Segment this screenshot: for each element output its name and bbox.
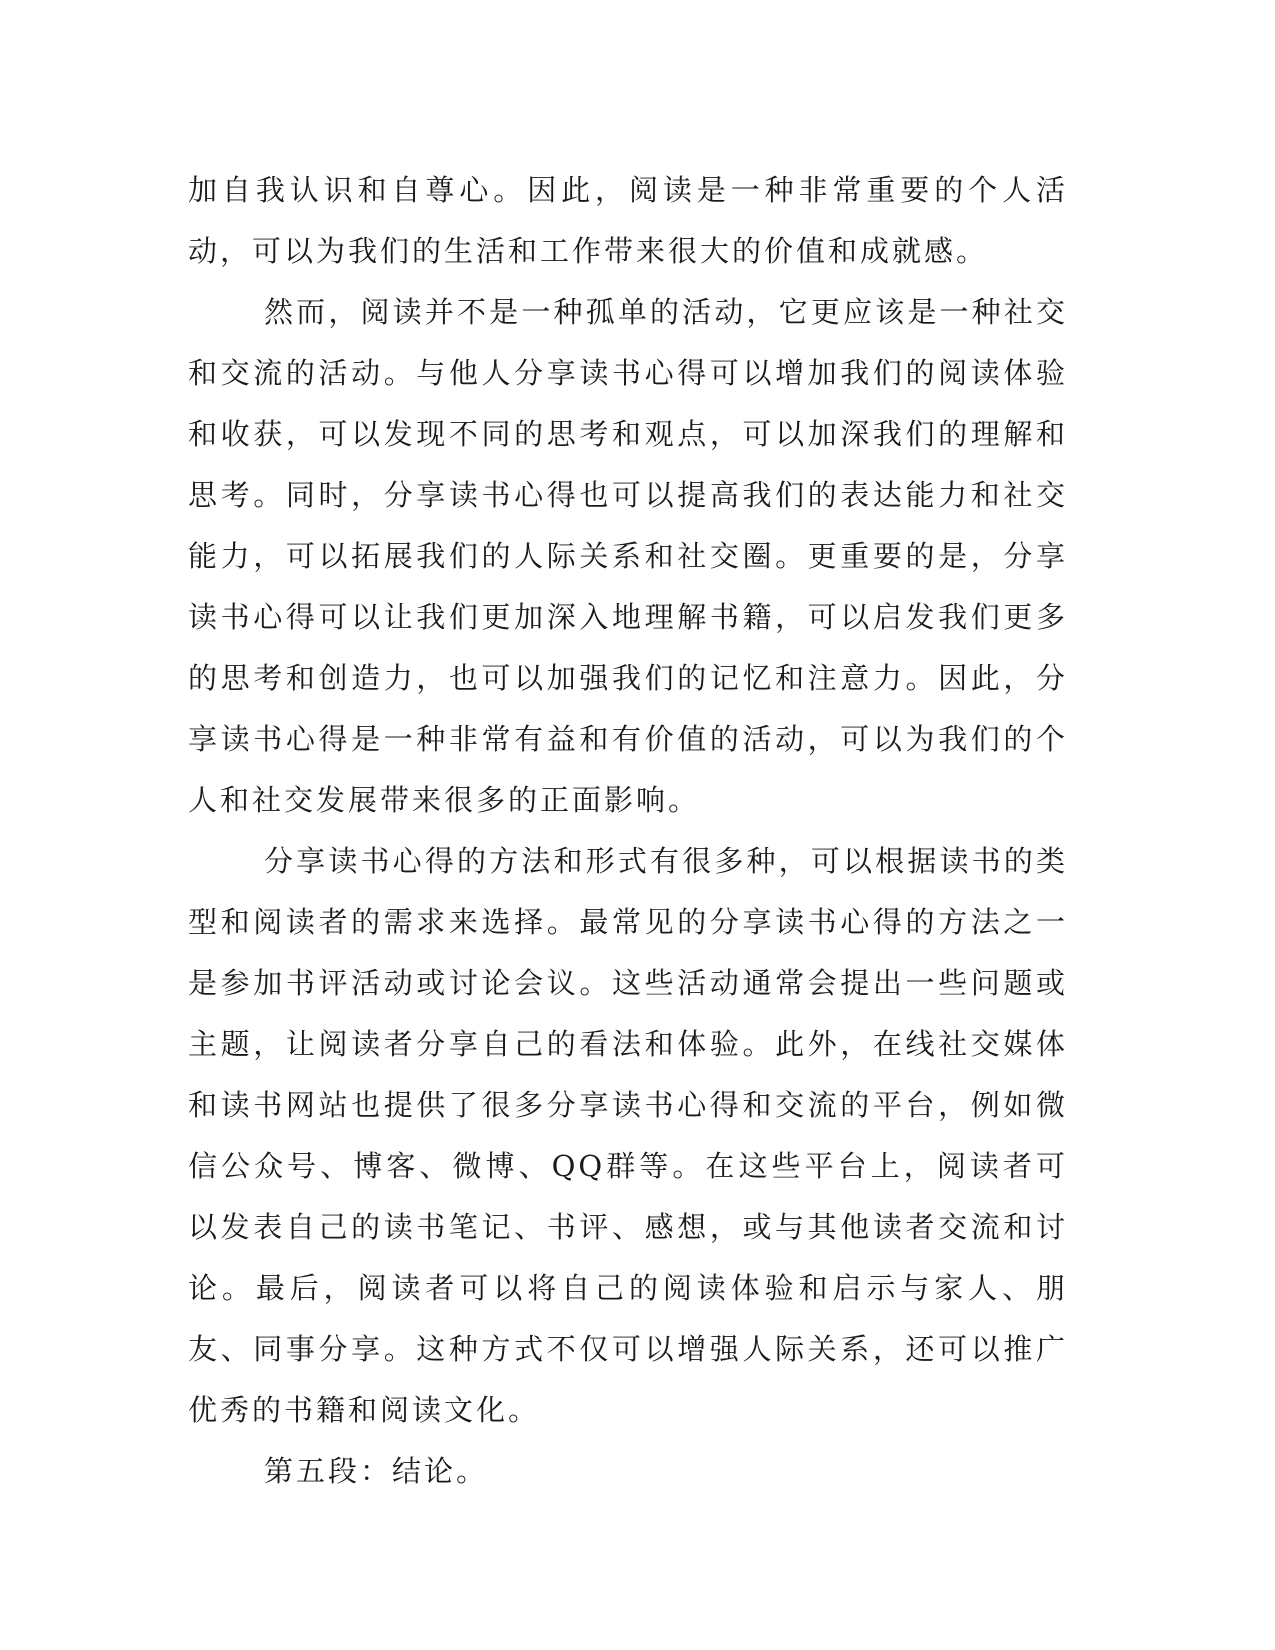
section-heading-conclusion: 第五段：结论。 <box>264 1454 489 1488</box>
paragraph-2: 然而，阅读并不是一种孤单的活动，它更应该是一种社交和交流的活动。与他人分享读书心得可以增加我们的阅读体验和收获，可以发现不同的思考和观点，可以加深我们的理解和思考。同时，分享读书心得也可以提高我们的表达能力和社交能力，可以拓展我们的人际关系和社交圈。更重要的是，分享读书心得可以让我们更加深入地理解书籍，可以启发我们更多的思考和创造力，也可以加强我们的记忆和注意力。因此，分享读书心得是一种非常有益和有价值的活动，可以为我们的个人和社交发展带来很多的正面影响。 <box>188 295 1068 817</box>
paragraph-1: 加自我认识和自尊心。因此，阅读是一种非常重要的个人活动，可以为我们的生活和工作带来很大的价值和成就感。 <box>188 173 1068 268</box>
document-body <box>188 160 1068 1502</box>
paragraph-3: 分享读书心得的方法和形式有很多种，可以根据读书的类型和阅读者的需求来选择。最常见的分享读书心得的方法之一是参加书评活动或讨论会议。这些活动通常会提出一些问题或主题，让阅读者分享自己的看法和体验。此外，在线社交媒体和读书网站也提供了很多分享读书心得和交流的平台，例如微信公众号、博客、微博、QQ群等。在这些平台上，阅读者可以发表自己的读书笔记、书评、感想，或与其他读者交流和讨论。最后，阅读者可以将自己的阅读体验和启示与家人、朋友、同事分享。这种方式不仅可以增强人际关系，还可以推广优秀的书籍和阅读文化。 <box>188 844 1068 1427</box>
